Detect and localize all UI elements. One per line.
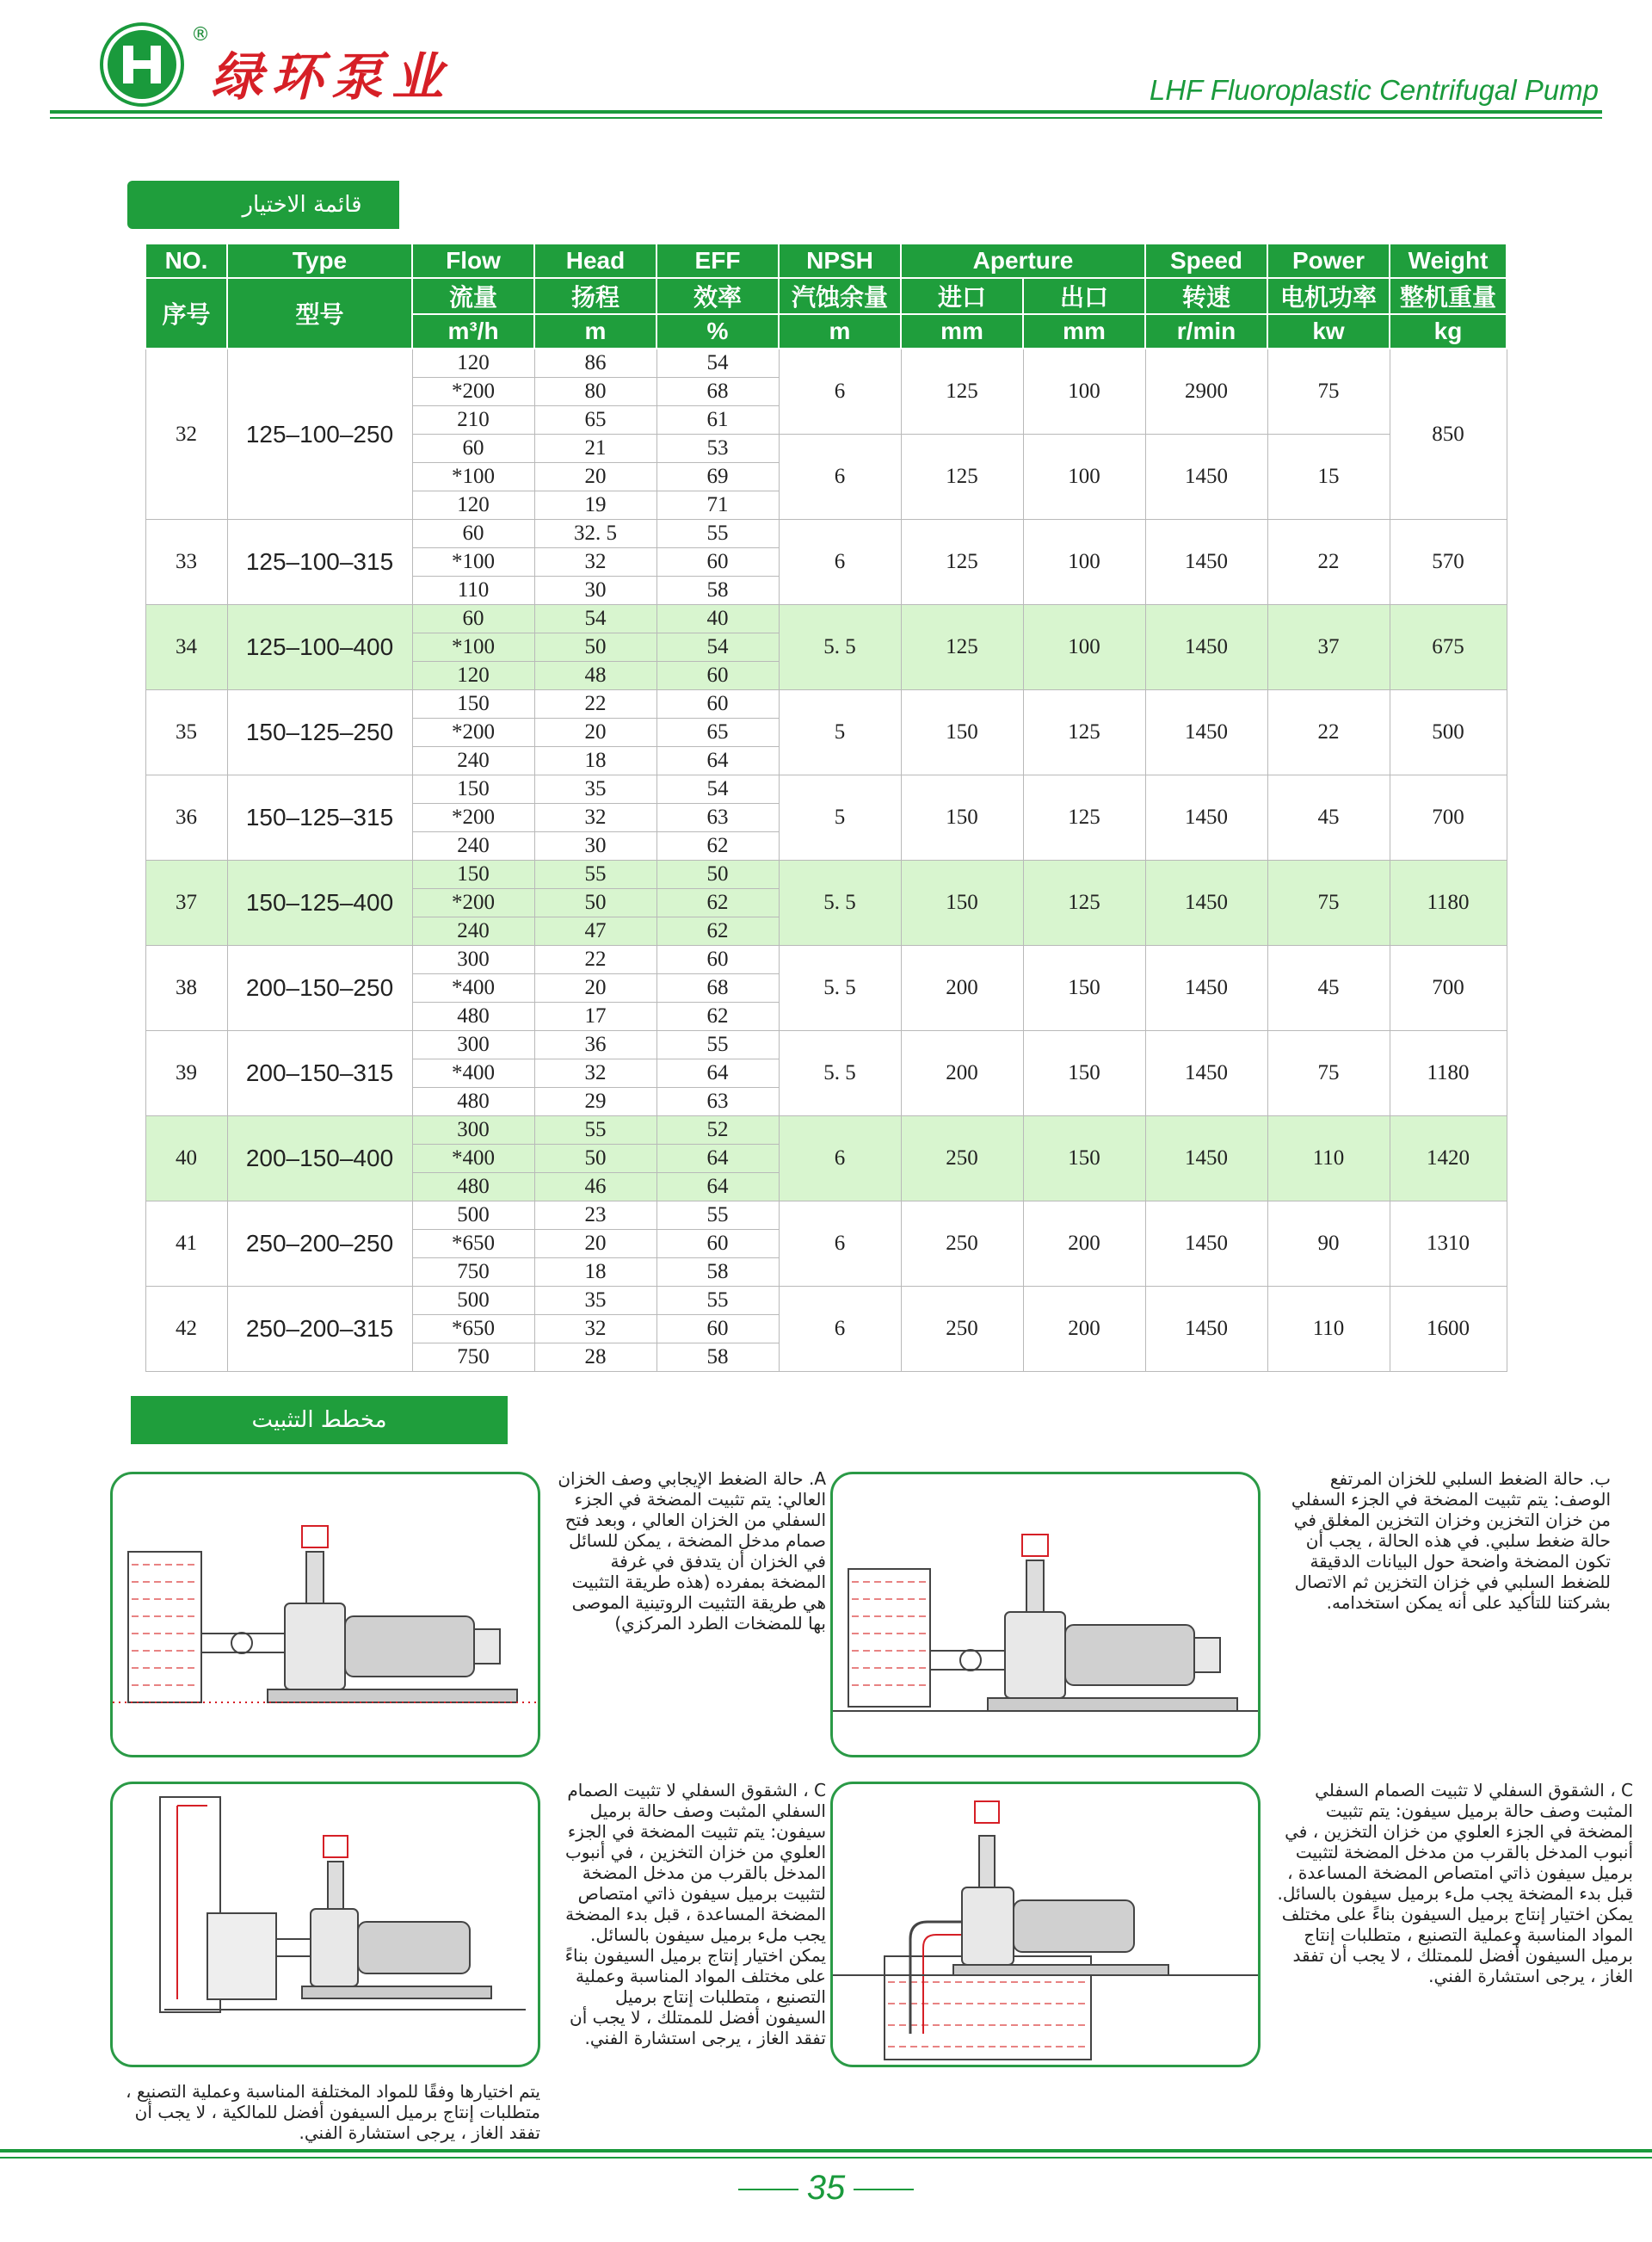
outlet-value: 125 [1023, 775, 1145, 860]
eff-value: 64 [656, 1059, 779, 1087]
inlet-value: 150 [901, 775, 1023, 860]
eff-value: 52 [656, 1115, 779, 1144]
power-value: 90 [1267, 1201, 1390, 1286]
col-header-en: Type [227, 244, 412, 278]
power-value: 110 [1267, 1286, 1390, 1371]
speed-value: 1450 [1145, 1030, 1267, 1115]
speed-value: 1450 [1145, 689, 1267, 775]
flow-value: 240 [412, 917, 534, 945]
pump-type: 125–100–250 [227, 349, 412, 519]
installation-diagram-title: مخطط التثبيت [251, 1407, 387, 1433]
outlet-value: 200 [1023, 1286, 1145, 1371]
power-value: 45 [1267, 775, 1390, 860]
eff-value: 53 [656, 434, 779, 462]
flow-value: *400 [412, 1059, 534, 1087]
col-header-unit: mm [1023, 314, 1145, 349]
inlet-value: 200 [901, 945, 1023, 1030]
speed-value: 1450 [1145, 1201, 1267, 1286]
pump-type: 125–100–315 [227, 519, 412, 604]
flow-value: 60 [412, 434, 534, 462]
head-value: 29 [534, 1087, 656, 1115]
head-value: 50 [534, 888, 656, 917]
col-header-cn: 转速 [1145, 278, 1267, 314]
power-value: 22 [1267, 519, 1390, 604]
flow-value: 210 [412, 405, 534, 434]
table-row [145, 1201, 1507, 1229]
description-c1: C ، الشقوق السفلي لا تثبيت الصمام السفلي المثبت وصف حالة برميل سيفون: يتم تثبيت المضخة في الجزء العلوي من خزان التخزين ، في أنبوب المدخل بالقرب من مدخل المضخة لتثبيت برميل سيفون ذاتي امتصاص المضخة المساعدة ، قبل بدء المضخة يجب ملء برميل سيفون بالسائل. يمكن اختيار إنتاج برميل السيفون بناءً على مختلف المواد المناسبة وعملية التصنيع ، متطلبات إنتاج برميل السيفون أفضل للممتلك ، لا يجب أن تفقد الغاز ، يرجى استشارة الفني. [564, 1780, 826, 2048]
eff-value: 60 [656, 1314, 779, 1343]
head-value: 19 [534, 491, 656, 519]
flow-value: *100 [412, 462, 534, 491]
eff-value: 63 [656, 803, 779, 831]
col-header-en: Power [1267, 244, 1390, 278]
head-value: 32 [534, 1314, 656, 1343]
pump-type: 200–150–315 [227, 1030, 412, 1115]
eff-value: 60 [656, 1229, 779, 1257]
flow-value: 150 [412, 860, 534, 888]
col-header-en: Aperture [901, 244, 1145, 278]
eff-value: 40 [656, 604, 779, 633]
inlet-value: 125 [901, 604, 1023, 689]
flow-value: 60 [412, 519, 534, 547]
head-value: 35 [534, 775, 656, 803]
flow-value: 300 [412, 945, 534, 973]
weight-value: 1180 [1390, 1030, 1507, 1115]
outlet-value: 150 [1023, 945, 1145, 1030]
eff-value: 55 [656, 1030, 779, 1059]
table-row [145, 349, 1507, 377]
pump-diagram-c1 [113, 1784, 540, 2067]
inlet-value: 125 [901, 519, 1023, 604]
power-value: 75 [1267, 1030, 1390, 1115]
outlet-value: 200 [1023, 1201, 1145, 1286]
outlet-value: 150 [1023, 1030, 1145, 1115]
col-header-cn: 型号 [227, 278, 412, 349]
header-rule-thin [50, 117, 1602, 119]
table-row [145, 604, 1507, 633]
flow-value: 500 [412, 1286, 534, 1314]
col-header-en: Head [534, 244, 656, 278]
eff-value: 60 [656, 945, 779, 973]
pump-type: 200–150–250 [227, 945, 412, 1030]
col-header-en: NPSH [779, 244, 901, 278]
diagram-panel-b [830, 1472, 1261, 1757]
col-header-cn: 效率 [656, 278, 779, 314]
row-number: 33 [145, 519, 227, 604]
inlet-value: 150 [901, 689, 1023, 775]
flow-value: *650 [412, 1314, 534, 1343]
outlet-value: 125 [1023, 689, 1145, 775]
npsh-value: 5 [779, 689, 901, 775]
company-logo [103, 26, 181, 103]
speed-value: 1450 [1145, 1286, 1267, 1371]
col-header-cn: 流量 [412, 278, 534, 314]
weight-value: 1180 [1390, 860, 1507, 945]
row-number: 34 [145, 604, 227, 689]
head-value: 36 [534, 1030, 656, 1059]
col-header-en: NO. [145, 244, 227, 278]
page-number [0, 2169, 1652, 2208]
outlet-value: 100 [1023, 434, 1145, 519]
head-value: 20 [534, 973, 656, 1002]
eff-value: 58 [656, 1257, 779, 1286]
col-header-en: EFF [656, 244, 779, 278]
flow-value: 120 [412, 491, 534, 519]
power-value: 22 [1267, 689, 1390, 775]
pump-diagram-c2 [833, 1784, 1261, 2067]
npsh-value: 5. 5 [779, 1030, 901, 1115]
table-row [145, 689, 1507, 718]
inlet-value: 250 [901, 1115, 1023, 1201]
power-value: 45 [1267, 945, 1390, 1030]
pump-type: 250–200–315 [227, 1286, 412, 1371]
table-row [145, 945, 1507, 973]
col-header-en: Speed [1145, 244, 1267, 278]
speed-value: 1450 [1145, 945, 1267, 1030]
row-number: 39 [145, 1030, 227, 1115]
head-value: 20 [534, 1229, 656, 1257]
weight-value: 1310 [1390, 1201, 1507, 1286]
eff-value: 54 [656, 775, 779, 803]
diagram-panel-c2 [830, 1782, 1261, 2067]
row-number: 42 [145, 1286, 227, 1371]
speed-value: 2900 [1145, 349, 1267, 434]
header-row-en [145, 244, 1507, 278]
row-number: 41 [145, 1201, 227, 1286]
eff-value: 58 [656, 1343, 779, 1371]
row-number: 35 [145, 689, 227, 775]
selection-list-title: قائمة الاختيار [242, 192, 362, 218]
eff-value: 55 [656, 519, 779, 547]
head-value: 35 [534, 1286, 656, 1314]
col-header-cn: 汽蚀余量 [779, 278, 901, 314]
description-b: ب. حالة الضغط السلبي للخزان المرتفع الوصف: يتم تثبيت المضخة في الجزء السفلي من خزان التخزين وخزان التخزين المغلق في حالة ضغط سلبي. في هذه الحالة ، يجب أن تكون المضخة واضحة حول البيانات الدقيقة للضغط السلبي في خزان التخزين ثم الاتصال بشركتنا للتأكيد على أنه يمكن استخدامه. [1291, 1468, 1611, 1613]
flow-value: 750 [412, 1343, 534, 1371]
inlet-value: 200 [901, 1030, 1023, 1115]
flow-value: 480 [412, 1172, 534, 1201]
power-value: 15 [1267, 434, 1390, 519]
eff-value: 54 [656, 349, 779, 377]
brand-name: 绿环泵业 [211, 47, 452, 108]
col-header-unit: m [534, 314, 656, 349]
flow-value: 750 [412, 1257, 534, 1286]
weight-value: 500 [1390, 689, 1507, 775]
npsh-value: 5. 5 [779, 860, 901, 945]
head-value: 23 [534, 1201, 656, 1229]
weight-value: 675 [1390, 604, 1507, 689]
npsh-value: 6 [779, 1286, 901, 1371]
eff-value: 62 [656, 831, 779, 860]
npsh-value: 5. 5 [779, 945, 901, 1030]
head-value: 32 [534, 803, 656, 831]
pump-type: 150–125–315 [227, 775, 412, 860]
inlet-value: 125 [901, 349, 1023, 434]
weight-value: 1600 [1390, 1286, 1507, 1371]
npsh-value: 6 [779, 1201, 901, 1286]
speed-value: 1450 [1145, 519, 1267, 604]
flow-value: *200 [412, 888, 534, 917]
col-header-cn: 扬程 [534, 278, 656, 314]
npsh-value: 6 [779, 1115, 901, 1201]
flow-value: 480 [412, 1002, 534, 1030]
flow-value: 240 [412, 746, 534, 775]
flow-value: 110 [412, 576, 534, 604]
head-value: 30 [534, 576, 656, 604]
power-value: 75 [1267, 349, 1390, 434]
head-value: 55 [534, 1115, 656, 1144]
head-value: 22 [534, 945, 656, 973]
description-a: A. حالة الضغط الإيجابي وصف الخزان العالي: يتم تثبيت المضخة في الجزء السفلي من الخزان العالي ، وبعد فتح صمام مدخل المضخة ، يمكن للسائل في الخزان أن يتدفق في غرفة المضخة بمفرده (هذه طريقة التثبيت هي طريقة التثبيت الروتينية الموصى بها للمضخات الطرد المركزي) [558, 1468, 826, 1634]
outlet-value: 150 [1023, 1115, 1145, 1201]
outlet-value: 100 [1023, 519, 1145, 604]
col-header-en: Flow [412, 244, 534, 278]
speed-value: 1450 [1145, 860, 1267, 945]
table-row [145, 1115, 1507, 1144]
eff-value: 62 [656, 1002, 779, 1030]
eff-value: 64 [656, 746, 779, 775]
row-number: 38 [145, 945, 227, 1030]
flow-value: *200 [412, 377, 534, 405]
row-number: 36 [145, 775, 227, 860]
row-number: 40 [145, 1115, 227, 1201]
flow-value: 300 [412, 1030, 534, 1059]
head-value: 28 [534, 1343, 656, 1371]
head-value: 50 [534, 633, 656, 661]
pump-type: 150–125–400 [227, 860, 412, 945]
selection-table [145, 243, 1507, 1372]
weight-value: 700 [1390, 945, 1507, 1030]
head-value: 18 [534, 746, 656, 775]
description-d: يتم اختيارها وفقًا للمواد المختلفة المناسبة وعملية التصنيع ، متطلبات إنتاج برميل السيفون أفضل للمالكية ، لا يجب أن تفقد الغاز ، يرجى استشارة الفني. [126, 2081, 540, 2143]
col-header-unit: r/min [1145, 314, 1267, 349]
pump-type: 200–150–400 [227, 1115, 412, 1201]
speed-value: 1450 [1145, 434, 1267, 519]
eff-value: 55 [656, 1286, 779, 1314]
footer-rule-thin [0, 2157, 1652, 2159]
outlet-value: 100 [1023, 349, 1145, 434]
eff-value: 65 [656, 718, 779, 746]
inlet-value: 150 [901, 860, 1023, 945]
head-value: 32 [534, 547, 656, 576]
pump-diagram-a [113, 1474, 540, 1757]
head-value: 20 [534, 718, 656, 746]
eff-value: 61 [656, 405, 779, 434]
page-number-dash-right [854, 2189, 914, 2190]
row-number: 32 [145, 349, 227, 519]
page-number-dash-left [738, 2189, 798, 2190]
npsh-value: 6 [779, 434, 901, 519]
eff-value: 64 [656, 1144, 779, 1172]
eff-value: 62 [656, 917, 779, 945]
flow-value: *650 [412, 1229, 534, 1257]
col-header-cn: 序号 [145, 278, 227, 349]
description-c2: C ، الشقوق السفلي لا تثبيت الصمام السفلي المثبت وصف حالة برميل سيفون: يتم تثبيت المضخة في الجزء العلوي من خزان التخزين ، في أنبوب المدخل بالقرب من مدخل المضخة لتثبيت برميل سيفون ذاتي امتصاص المضخة المساعدة ، قبل بدء المضخة يجب ملء برميل سيفون بالسائل. يمكن اختيار إنتاج برميل السيفون بناءً على مختلف المواد المناسبة وعملية التصنيع ، متطلبات إنتاج برميل السيفون أفضل للممتلك ، لا يجب أن تفقد الغاز ، يرجى استشارة الفني. [1277, 1780, 1633, 1986]
col-header-unit: kg [1390, 314, 1507, 349]
eff-value: 60 [656, 547, 779, 576]
inlet-value: 125 [901, 434, 1023, 519]
flow-value: 150 [412, 775, 534, 803]
flow-value: 300 [412, 1115, 534, 1144]
col-header-cn: 整机重量 [1390, 278, 1507, 314]
head-value: 21 [534, 434, 656, 462]
flow-value: 480 [412, 1087, 534, 1115]
col-header-cn: 电机功率 [1267, 278, 1390, 314]
weight-value: 850 [1390, 349, 1507, 519]
registered-mark: ® [191, 24, 210, 46]
col-header-unit: m³/h [412, 314, 534, 349]
flow-value: 240 [412, 831, 534, 860]
flow-value: *400 [412, 1144, 534, 1172]
npsh-value: 5. 5 [779, 604, 901, 689]
eff-value: 60 [656, 661, 779, 689]
footer-rule [0, 2149, 1652, 2152]
inlet-value: 250 [901, 1201, 1023, 1286]
head-value: 20 [534, 462, 656, 491]
eff-value: 63 [656, 1087, 779, 1115]
head-value: 30 [534, 831, 656, 860]
col-header-en: Weight [1390, 244, 1507, 278]
header-rule [50, 110, 1602, 114]
eff-value: 62 [656, 888, 779, 917]
selection-list-tag [127, 181, 399, 229]
eff-value: 64 [656, 1172, 779, 1201]
col-header-unit: m [779, 314, 901, 349]
head-value: 46 [534, 1172, 656, 1201]
table-row [145, 1030, 1507, 1059]
table-row [145, 1286, 1507, 1314]
power-value: 37 [1267, 604, 1390, 689]
diagram-panel-a [110, 1472, 540, 1757]
flow-value: *200 [412, 718, 534, 746]
speed-value: 1450 [1145, 1115, 1267, 1201]
head-value: 65 [534, 405, 656, 434]
eff-value: 50 [656, 860, 779, 888]
head-value: 47 [534, 917, 656, 945]
col-header-cn: 出口 [1023, 278, 1145, 314]
row-number: 37 [145, 860, 227, 945]
table-row [145, 519, 1507, 547]
col-header-unit: mm [901, 314, 1023, 349]
page-subtitle: LHF Fluoroplastic Centrifugal Pump [1149, 74, 1599, 106]
weight-value: 1420 [1390, 1115, 1507, 1201]
npsh-value: 6 [779, 519, 901, 604]
npsh-value: 5 [779, 775, 901, 860]
head-value: 55 [534, 860, 656, 888]
header-row-cn [145, 278, 1507, 314]
installation-diagram-tag [131, 1396, 508, 1444]
head-value: 32. 5 [534, 519, 656, 547]
head-value: 80 [534, 377, 656, 405]
outlet-value: 100 [1023, 604, 1145, 689]
flow-value: 120 [412, 661, 534, 689]
page-number-value: 35 [806, 2169, 846, 2207]
col-header-unit: % [656, 314, 779, 349]
pump-type: 150–125–250 [227, 689, 412, 775]
col-header-cn: 进口 [901, 278, 1023, 314]
speed-value: 1450 [1145, 604, 1267, 689]
head-value: 86 [534, 349, 656, 377]
eff-value: 68 [656, 377, 779, 405]
pump-type: 125–100–400 [227, 604, 412, 689]
table-body [145, 349, 1507, 1371]
power-value: 110 [1267, 1115, 1390, 1201]
weight-value: 700 [1390, 775, 1507, 860]
head-value: 22 [534, 689, 656, 718]
eff-value: 55 [656, 1201, 779, 1229]
pump-type: 250–200–250 [227, 1201, 412, 1286]
flow-value: 60 [412, 604, 534, 633]
inlet-value: 250 [901, 1286, 1023, 1371]
speed-value: 1450 [1145, 775, 1267, 860]
diagram-panel-c1 [110, 1782, 540, 2067]
head-value: 54 [534, 604, 656, 633]
eff-value: 69 [656, 462, 779, 491]
flow-value: 150 [412, 689, 534, 718]
flow-value: 500 [412, 1201, 534, 1229]
power-value: 75 [1267, 860, 1390, 945]
head-value: 17 [534, 1002, 656, 1030]
eff-value: 54 [656, 633, 779, 661]
flow-value: *200 [412, 803, 534, 831]
eff-value: 68 [656, 973, 779, 1002]
col-header-unit: kw [1267, 314, 1390, 349]
flow-value: *100 [412, 547, 534, 576]
table-row [145, 775, 1507, 803]
eff-value: 58 [656, 576, 779, 604]
table-row [145, 860, 1507, 888]
npsh-value: 6 [779, 349, 901, 434]
pump-diagram-b [833, 1474, 1261, 1757]
table-header [145, 244, 1507, 349]
head-value: 18 [534, 1257, 656, 1286]
weight-value: 570 [1390, 519, 1507, 604]
head-value: 32 [534, 1059, 656, 1087]
head-value: 48 [534, 661, 656, 689]
flow-value: *100 [412, 633, 534, 661]
head-value: 50 [534, 1144, 656, 1172]
flow-value: *400 [412, 973, 534, 1002]
outlet-value: 125 [1023, 860, 1145, 945]
eff-value: 60 [656, 689, 779, 718]
eff-value: 71 [656, 491, 779, 519]
flow-value: 120 [412, 349, 534, 377]
